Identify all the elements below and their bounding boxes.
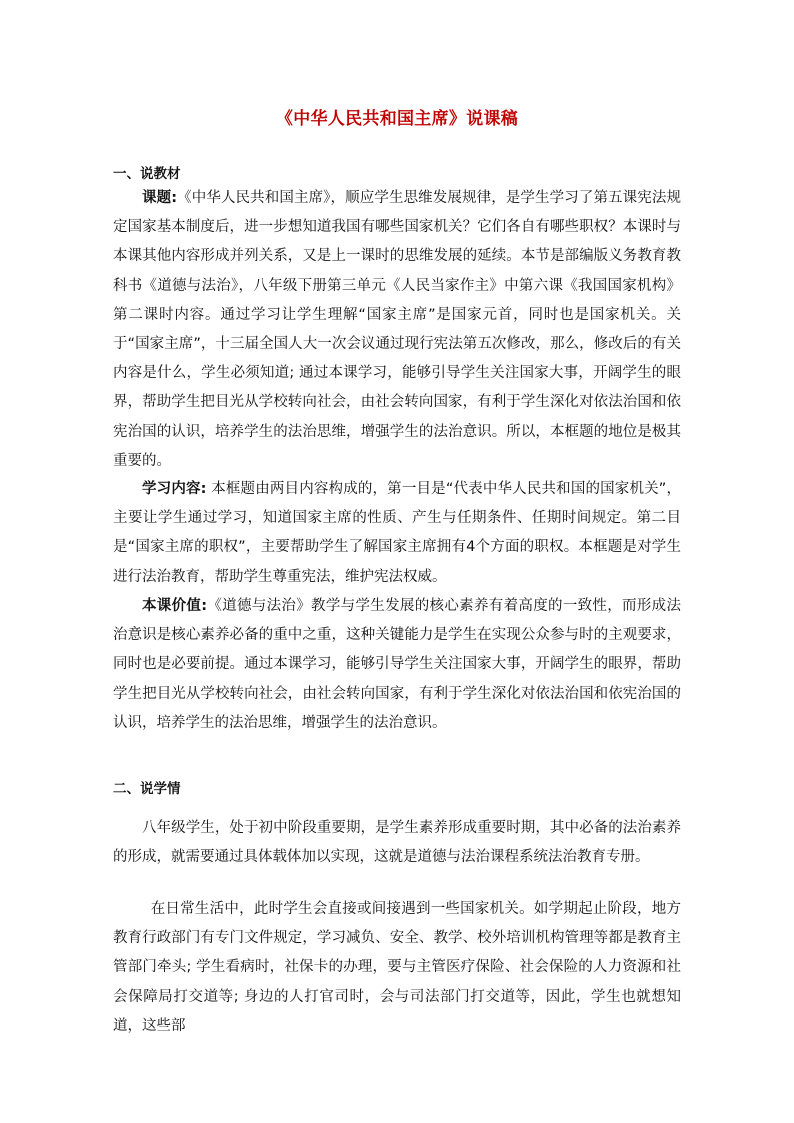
paragraph-label: 学习内容: [142,481,207,497]
section-heading-textbook: 一、说教材 [113,166,181,182]
paragraph-lesson-value [113,592,681,738]
paragraph-text: 八年级学生，处于初中阶段重要期，是学生素养形成重要时期，其中必备的法治素养的形成，就需要通过具体载体加以实现，这就是道德与法治课程系统法治教育专册。 [113,820,681,866]
section-heading-learners: 二、说学情 [113,781,181,797]
paragraph-grade-students [113,814,681,872]
paragraph-label: 本课价值: [142,598,208,614]
paragraph-topic [113,184,681,476]
paragraph-learning-content [113,475,681,592]
paragraph-text: 在日常生活中，此时学生会直接或间接遇到一些国家机关。如学期起止阶段，地方教育行政部门有专门文件规定，学习减负、安全、教学、校外培训机构管理等都是教育主管部门牵头; 学生看病时，社保卡的办理，要与主管医疗保险、社会保险的人力资源和社会保障局打交道等; 身边的人打官司时，会与司法部门打交道等，因此，学生也就想知道，这些部 [113,901,681,1034]
paragraph-text: 《道德与法治》教学与学生发展的核心素养有着高度的一致性，而形成法治意识是核心素养必备的重中之重，这种关键能力是学生在实现公众参与时的主观要求，同时也是必要前提。通过本课学习，能够引导学生关注国家大事，开阔学生的眼界，帮助学生把目光从学校转向社会，由社会转向国家，有利于学生深化对依法治国和依宪治国的认识，培养学生的法治思维，增强学生的法治意识。 [113,598,681,731]
paragraph-text: 《中华人民共和国主席》，顺应学生思维发展规律，是学生学习了第五课宪法规定国家基本制度后，进一步想知道我国有哪些国家机关？它们各自有哪些职权？本课时与本课其他内容形成并列关系，又是上一课时的思维发展的延续。本节是部编版义务教育教科书《道德与法治》，八年级下册第三单元《人民当家作主》中第六课《我国国家机构》第二课时内容。通过学习让学生理解“国家主席”是国家元首，同时也是国家机关。关于“国家主席”，十三届全国人大一次会议通过现行宪法第五次修改，那么，修改后的有关内容是什么，学生必须知道; 通过本课学习，能够引导学生关注国家大事，开阔学生的眼界，帮助学生把目光从学校转向社会，由社会转向国家，有利于学生深化对依法治国和依宪治国的认识，培养学生的法治思维，增强学生的法治意识。所以，本框题的地位是极其重要的。 [113,190,681,469]
paragraph-daily-life [113,895,681,1041]
paragraph-label: 课题: [142,190,178,206]
paragraph-text: 本框题由两目内容构成的，第一目是“代表中华人民共和国的国家机关”，主要让学生通过学习，知道国家主席的性质、产生与任期条件、任期时间规定。第二目是“国家主席的职权”，主要帮助学生了解国家主席拥有4个方面的职权。本框题是对学生进行法治教育，帮助学生尊重宪法，维护宪法权威。 [113,481,681,585]
document-title: 《中华人民共和国主席》说课稿 [275,109,519,129]
